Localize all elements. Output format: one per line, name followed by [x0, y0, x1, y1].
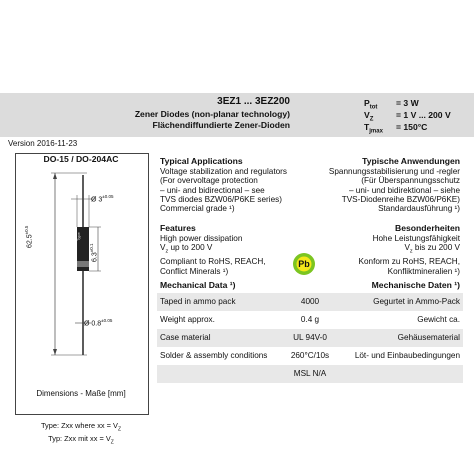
applications-list-en: Voltage stabilization and regulators (For overvoltage protection – uni- and bidirectional – see TVS diodes BZW06/P6KE series) Commercial grade ¹) — [160, 167, 287, 214]
type-note — [15, 421, 147, 448]
product-title: 3EZ1 ... 3EZ200 — [217, 96, 290, 107]
feature-vz-de: $V_z$ bis zu 200 V — [404, 243, 460, 255]
body-marking: Type — [76, 232, 81, 241]
features-heading-en: Features — [160, 223, 196, 233]
dimensions-caption: Dimensions - Maße [mm] — [36, 389, 126, 398]
mechanical-heading-en: Mechanical Data ¹) — [160, 280, 236, 290]
mech-row-case-de: Gehäusematerial — [397, 333, 460, 342]
mechanical-heading-de: Mechanische Daten ¹) — [371, 280, 460, 290]
mech-row-solder-de: Löt- und Einbaubedingungen — [354, 351, 460, 360]
subtitle-en: Zener Diodes (non-planar technology) — [134, 109, 290, 119]
mech-row-case-en: Case material — [160, 333, 211, 342]
svg-text:Pb: Pb — [298, 259, 310, 270]
applications-list-de: Spannungsstabilisierung und -regler (Für Überspannungsschutz – uni- und bidirektional – siehe TVS-Diodenreihe BZW06/P6KE) Standardausführung ¹) — [328, 167, 460, 214]
dim-lead-diameter: Ø $0.8^{\pm 0.05}$ — [84, 318, 113, 328]
package-title: DO-15 / DO-204AC — [43, 154, 119, 164]
mech-row-weight-value: 0.4 g — [300, 315, 320, 324]
type-note-en: Type: Zxx where xx = $V_Z$ — [40, 421, 122, 433]
subtitle-de: Flächendiffundierte Zener-Dioden — [152, 120, 290, 130]
package-drawing — [15, 165, 147, 390]
mech-row-weight-de: Gewicht ca. — [417, 315, 460, 324]
lead-free-icon — [292, 252, 316, 276]
cathode-band — [77, 261, 89, 267]
dim-body-diameter: Ø $3^{\pm 0.05}$ — [91, 194, 114, 204]
dim-body-length: $6.3^{\pm 0.1}$ — [89, 243, 99, 262]
mech-row-ammo-de: Gegurtet in Ammo-Pack — [373, 297, 460, 306]
spec-vz: $V_Z = 1$ V ... 200 V — [364, 110, 451, 123]
feature-vz-en: $V_z$ up to 200 V — [160, 243, 213, 255]
version-date: Version 2016-11-23 — [8, 139, 78, 148]
dim-overall-length: $62.5^{\pm 0.5}$ — [24, 225, 34, 248]
type-note-de: Typ: Zxx mit xx = $V_Z$ — [48, 434, 114, 446]
mech-row-ammo-value: 4000 — [300, 297, 320, 306]
spec-ptot: $P_{tot} = 3$ W — [364, 98, 419, 111]
mech-row-ammo-en: Taped in ammo pack — [160, 297, 236, 306]
mech-row-weight-en: Weight approx. — [160, 315, 215, 324]
features-heading-de: Besonderheiten — [395, 223, 460, 233]
features-list-en: High power dissipation $V_z$ up to 200 V Compliant to RoHS, REACH, Conflict Minerals ¹) — [160, 234, 266, 276]
mech-row-case-value: UL 94V-0 — [293, 333, 327, 342]
mech-row-solder-value: 260°C/10s — [290, 351, 330, 360]
msl-value: MSL N/A — [293, 369, 327, 378]
features-list-de: Hohe Leistungsfähigkeit $V_z$ bis zu 200 V Konform zu RoHS, REACH, Konfliktmineralien ¹) — [358, 234, 460, 276]
mech-row-solder-en: Solder & assembly conditions — [160, 351, 268, 360]
applications-heading-en: Typical Applications — [160, 156, 243, 166]
applications-heading-de: Typische Anwendungen — [362, 156, 460, 166]
spec-tjmax: $T_{jmax} = 150^\circ C$ — [364, 122, 428, 135]
